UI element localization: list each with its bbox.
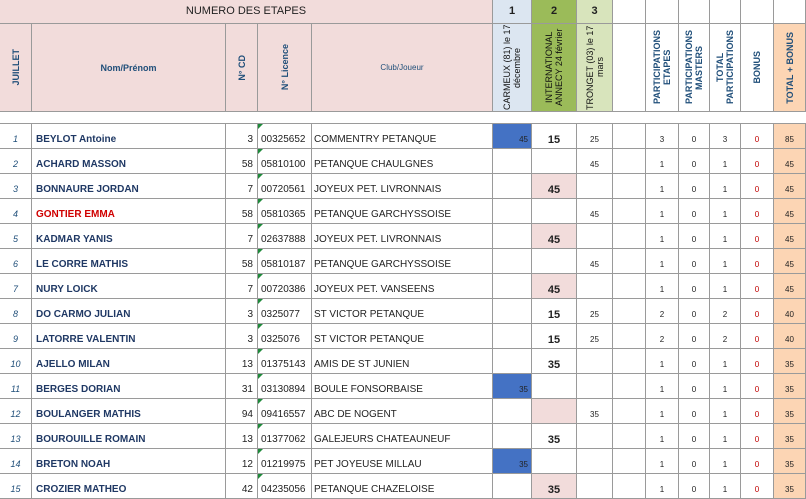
bonus: 0 — [741, 374, 774, 399]
total-bonus: 45 — [774, 249, 806, 274]
row-index: 3 — [0, 174, 32, 199]
etape1-points — [493, 399, 532, 424]
total-bonus: 45 — [774, 274, 806, 299]
etape2-points: 45 — [532, 274, 577, 299]
blank-header-cell — [774, 0, 806, 24]
bonus: 0 — [741, 299, 774, 324]
etape3-points: 25 — [577, 124, 613, 149]
cd-number: 58 — [226, 149, 258, 174]
etape1-points: 45 — [493, 124, 532, 149]
participations-etapes: 1 — [646, 249, 679, 274]
cd-number: 13 — [226, 424, 258, 449]
licence-number: 03130894 — [258, 374, 312, 399]
comment-marker-icon — [258, 449, 263, 454]
etape1-points — [493, 474, 532, 499]
blank-cell — [613, 149, 646, 174]
col-juillet — [0, 24, 32, 112]
blank-cell — [613, 249, 646, 274]
club-name: COMMENTRY PETANQUE — [312, 124, 493, 149]
total-bonus: 40 — [774, 299, 806, 324]
total-participations: 3 — [710, 124, 741, 149]
etape3-points — [577, 349, 613, 374]
col-participations-etapes-label: PARTICIPATIONS ETAPES — [652, 30, 672, 105]
col-etape1 — [493, 24, 532, 112]
blank-cell — [613, 199, 646, 224]
comment-marker-icon — [258, 224, 263, 229]
club-name: GALEJEURS CHATEAUNEUF — [312, 424, 493, 449]
participations-etapes: 2 — [646, 299, 679, 324]
blank-cell — [613, 299, 646, 324]
licence-number: 05810365 — [258, 199, 312, 224]
col-blank — [613, 24, 646, 112]
comment-marker-icon — [258, 374, 263, 379]
total-participations: 1 — [710, 349, 741, 374]
total-participations: 1 — [710, 449, 741, 474]
etape1-points — [493, 249, 532, 274]
row-index: 11 — [0, 374, 32, 399]
bonus: 0 — [741, 199, 774, 224]
cd-number: 58 — [226, 249, 258, 274]
col-etape3-label: TRONGET (03) le 17 mars — [584, 25, 605, 110]
etape1-points — [493, 424, 532, 449]
player-name: AJELLO MILAN — [32, 349, 226, 374]
col-participations-etapes — [646, 24, 679, 112]
col-licence-label: N° Licence — [279, 44, 290, 91]
row-index: 10 — [0, 349, 32, 374]
total-bonus: 40 — [774, 324, 806, 349]
etape1-points — [493, 324, 532, 349]
participations-masters: 0 — [679, 324, 710, 349]
licence-number: 00720386 — [258, 274, 312, 299]
participations-masters: 0 — [679, 224, 710, 249]
participations-masters: 0 — [679, 249, 710, 274]
licence-number: 01219975 — [258, 449, 312, 474]
blank-cell — [613, 174, 646, 199]
row-index: 15 — [0, 474, 32, 499]
etape2-points: 15 — [532, 324, 577, 349]
participations-masters: 0 — [679, 474, 710, 499]
row-index: 5 — [0, 224, 32, 249]
etape3-points: 45 — [577, 249, 613, 274]
row-index: 2 — [0, 149, 32, 174]
participations-masters: 0 — [679, 399, 710, 424]
col-etape1-label: CARMEUX (81) le 17 décembre — [502, 24, 522, 111]
row-index: 12 — [0, 399, 32, 424]
blank-cell — [613, 474, 646, 499]
participations-masters: 0 — [679, 449, 710, 474]
row-index: 1 — [0, 124, 32, 149]
club-name: PET JOYEUSE MILLAU — [312, 449, 493, 474]
bonus: 0 — [741, 224, 774, 249]
club-name: ABC DE NOGENT — [312, 399, 493, 424]
total-bonus: 45 — [774, 174, 806, 199]
col-total-participations-label: TOTAL PARTICIPATIONS — [715, 30, 735, 105]
licence-number: 09416557 — [258, 399, 312, 424]
etape3-points — [577, 424, 613, 449]
col-licence — [258, 24, 312, 112]
participations-masters: 0 — [679, 174, 710, 199]
participations-masters: 0 — [679, 149, 710, 174]
bonus: 0 — [741, 424, 774, 449]
col-participations-masters-label: PARTICIPATIONS MASTERS — [684, 30, 704, 105]
etape2-points: 35 — [532, 474, 577, 499]
player-name: BEYLOT Antoine — [32, 124, 226, 149]
col-juillet-label: JUILLET — [10, 49, 21, 86]
bonus: 0 — [741, 249, 774, 274]
etape1-points — [493, 299, 532, 324]
total-bonus: 45 — [774, 224, 806, 249]
club-name: JOYEUX PET. LIVRONNAIS — [312, 224, 493, 249]
col-bonus — [741, 24, 774, 112]
total-participations: 1 — [710, 149, 741, 174]
etape2-points — [532, 399, 577, 424]
total-participations: 1 — [710, 474, 741, 499]
comment-marker-icon — [258, 174, 263, 179]
participations-masters: 0 — [679, 299, 710, 324]
bonus: 0 — [741, 124, 774, 149]
etape1-points — [493, 274, 532, 299]
bonus: 0 — [741, 324, 774, 349]
total-bonus: 45 — [774, 199, 806, 224]
cd-number: 7 — [226, 274, 258, 299]
total-participations: 2 — [710, 299, 741, 324]
row-index: 7 — [0, 274, 32, 299]
total-participations: 1 — [710, 224, 741, 249]
col-etape2-label: INTERNATIONAL ANNECY 24 février — [544, 28, 564, 107]
blank-header-cell — [679, 0, 710, 24]
etape2-points: 15 — [532, 124, 577, 149]
row-index: 9 — [0, 324, 32, 349]
player-name: BERGES DORIAN — [32, 374, 226, 399]
participations-etapes: 1 — [646, 374, 679, 399]
col-club — [312, 24, 493, 112]
etape3-points — [577, 474, 613, 499]
club-name: BOULE FONSORBAISE — [312, 374, 493, 399]
total-participations: 1 — [710, 399, 741, 424]
total-bonus: 45 — [774, 149, 806, 174]
participations-masters: 0 — [679, 124, 710, 149]
licence-number: 00720561 — [258, 174, 312, 199]
club-name: PETANQUE GARCHYSSOISE — [312, 199, 493, 224]
etape-2-number: 2 — [532, 0, 577, 24]
player-name: BOUROUILLE ROMAIN — [32, 424, 226, 449]
cd-number: 94 — [226, 399, 258, 424]
licence-number: 05810187 — [258, 249, 312, 274]
blank-cell — [613, 349, 646, 374]
etape2-points: 15 — [532, 299, 577, 324]
cd-number: 42 — [226, 474, 258, 499]
licence-number: 00325652 — [258, 124, 312, 149]
participations-etapes: 1 — [646, 174, 679, 199]
comment-marker-icon — [258, 324, 263, 329]
participations-etapes: 2 — [646, 324, 679, 349]
etape3-points: 25 — [577, 324, 613, 349]
etape2-points: 35 — [532, 349, 577, 374]
etape1-points — [493, 349, 532, 374]
comment-marker-icon — [258, 249, 263, 254]
participations-etapes: 1 — [646, 199, 679, 224]
total-participations: 1 — [710, 424, 741, 449]
participations-etapes: 1 — [646, 424, 679, 449]
etape3-points — [577, 174, 613, 199]
etape2-points: 45 — [532, 174, 577, 199]
blank-cell — [613, 324, 646, 349]
cd-number: 7 — [226, 224, 258, 249]
bonus: 0 — [741, 474, 774, 499]
total-bonus: 35 — [774, 349, 806, 374]
cd-number: 3 — [226, 324, 258, 349]
player-name: BOULANGER MATHIS — [32, 399, 226, 424]
cd-number: 3 — [226, 124, 258, 149]
club-name: ST VICTOR PETANQUE — [312, 324, 493, 349]
blank-cell — [613, 399, 646, 424]
cd-number: 31 — [226, 374, 258, 399]
col-cd-label: N° CD — [236, 54, 247, 81]
comment-marker-icon — [258, 349, 263, 354]
bonus: 0 — [741, 349, 774, 374]
numero-etapes-header: NUMERO DES ETAPES — [0, 0, 493, 24]
player-name: BONNAURE JORDAN — [32, 174, 226, 199]
cd-number: 58 — [226, 199, 258, 224]
etape2-points: 45 — [532, 224, 577, 249]
player-name: LE CORRE MATHIS — [32, 249, 226, 274]
participations-etapes: 1 — [646, 349, 679, 374]
participations-etapes: 1 — [646, 399, 679, 424]
etape2-points: 35 — [532, 424, 577, 449]
etape3-points — [577, 449, 613, 474]
total-participations: 1 — [710, 374, 741, 399]
player-name: CROZIER MATHEO — [32, 474, 226, 499]
participations-etapes: 3 — [646, 124, 679, 149]
total-participations: 2 — [710, 324, 741, 349]
total-participations: 1 — [710, 249, 741, 274]
etape1-points — [493, 174, 532, 199]
etape-3-number: 3 — [577, 0, 613, 24]
col-bonus-label: BONUS — [752, 51, 762, 84]
participations-masters: 0 — [679, 199, 710, 224]
etape1-points: 35 — [493, 374, 532, 399]
col-total-bonus — [774, 24, 806, 112]
bonus: 0 — [741, 274, 774, 299]
row-index: 4 — [0, 199, 32, 224]
comment-marker-icon — [258, 149, 263, 154]
participations-masters: 0 — [679, 374, 710, 399]
participations-masters: 0 — [679, 274, 710, 299]
col-etape2 — [532, 24, 577, 112]
club-name: AMIS DE ST JUNIEN — [312, 349, 493, 374]
etape2-points — [532, 374, 577, 399]
etape1-points: 35 — [493, 449, 532, 474]
club-name: PETANQUE GARCHYSSOISE — [312, 249, 493, 274]
etape3-points — [577, 274, 613, 299]
blank-header-cell — [646, 0, 679, 24]
bonus: 0 — [741, 174, 774, 199]
cd-number: 3 — [226, 299, 258, 324]
total-bonus: 35 — [774, 374, 806, 399]
blank-cell — [613, 274, 646, 299]
club-name: JOYEUX PET. LIVRONNAIS — [312, 174, 493, 199]
club-name: PETANQUE CHAZELOISE — [312, 474, 493, 499]
row-index: 13 — [0, 424, 32, 449]
comment-marker-icon — [258, 474, 263, 479]
participations-masters: 0 — [679, 424, 710, 449]
row-index: 14 — [0, 449, 32, 474]
participations-etapes: 1 — [646, 224, 679, 249]
col-nom-label: Nom/Prénom — [100, 62, 157, 73]
participations-masters: 0 — [679, 349, 710, 374]
licence-number: 02637888 — [258, 224, 312, 249]
licence-number: 0325076 — [258, 324, 312, 349]
comment-marker-icon — [258, 299, 263, 304]
player-name: DO CARMO JULIAN — [32, 299, 226, 324]
player-name: LATORRE VALENTIN — [32, 324, 226, 349]
etape3-points: 45 — [577, 199, 613, 224]
total-bonus: 35 — [774, 424, 806, 449]
total-participations: 1 — [710, 274, 741, 299]
licence-number: 0325077 — [258, 299, 312, 324]
player-name: ACHARD MASSON — [32, 149, 226, 174]
comment-marker-icon — [258, 399, 263, 404]
etape2-points — [532, 149, 577, 174]
participations-etapes: 1 — [646, 449, 679, 474]
club-name: JOYEUX PET. VANSEENS — [312, 274, 493, 299]
club-name: ST VICTOR PETANQUE — [312, 299, 493, 324]
blank-header-cell — [710, 0, 741, 24]
cd-number: 12 — [226, 449, 258, 474]
total-bonus: 35 — [774, 474, 806, 499]
blank-cell — [613, 124, 646, 149]
participations-etapes: 1 — [646, 149, 679, 174]
blank-cell — [613, 224, 646, 249]
licence-number: 01375143 — [258, 349, 312, 374]
blank-header-cell — [613, 0, 646, 24]
total-participations: 1 — [710, 199, 741, 224]
comment-marker-icon — [258, 124, 263, 129]
bonus: 0 — [741, 149, 774, 174]
row-index: 6 — [0, 249, 32, 274]
etape3-points: 25 — [577, 299, 613, 324]
bonus: 0 — [741, 399, 774, 424]
blank-cell — [613, 449, 646, 474]
comment-marker-icon — [258, 199, 263, 204]
total-bonus: 35 — [774, 399, 806, 424]
etape3-points — [577, 224, 613, 249]
col-etape3 — [577, 24, 613, 112]
etape2-points — [532, 449, 577, 474]
etape3-points — [577, 374, 613, 399]
participations-etapes: 1 — [646, 274, 679, 299]
licence-number: 04235056 — [258, 474, 312, 499]
etape1-points — [493, 199, 532, 224]
col-participations-masters — [679, 24, 710, 112]
player-name: NURY LOICK — [32, 274, 226, 299]
bonus: 0 — [741, 449, 774, 474]
etape3-points: 45 — [577, 149, 613, 174]
col-total-participations — [710, 24, 741, 112]
cd-number: 7 — [226, 174, 258, 199]
blank-header-cell — [741, 0, 774, 24]
etape2-points — [532, 249, 577, 274]
participations-etapes: 1 — [646, 474, 679, 499]
club-name: PETANQUE CHAULGNES — [312, 149, 493, 174]
total-bonus: 85 — [774, 124, 806, 149]
etape2-points — [532, 199, 577, 224]
etape1-points — [493, 149, 532, 174]
etape-1-number: 1 — [493, 0, 532, 24]
comment-marker-icon — [258, 424, 263, 429]
comment-marker-icon — [258, 274, 263, 279]
cd-number: 13 — [226, 349, 258, 374]
blank-cell — [613, 374, 646, 399]
blank-cell — [613, 424, 646, 449]
col-club-label: Club/Joueur — [380, 63, 424, 72]
col-nom — [32, 24, 226, 112]
row-index: 8 — [0, 299, 32, 324]
licence-number: 01377062 — [258, 424, 312, 449]
etape1-points — [493, 224, 532, 249]
total-participations: 1 — [710, 174, 741, 199]
total-bonus: 35 — [774, 449, 806, 474]
spacer-row — [0, 112, 806, 124]
col-total-bonus-label: TOTAL + BONUS — [784, 31, 795, 104]
player-name: BRETON NOAH — [32, 449, 226, 474]
etape3-points: 35 — [577, 399, 613, 424]
col-cd — [226, 24, 258, 112]
licence-number: 05810100 — [258, 149, 312, 174]
player-name: GONTIER EMMA — [32, 199, 226, 224]
player-name: KADMAR YANIS — [32, 224, 226, 249]
